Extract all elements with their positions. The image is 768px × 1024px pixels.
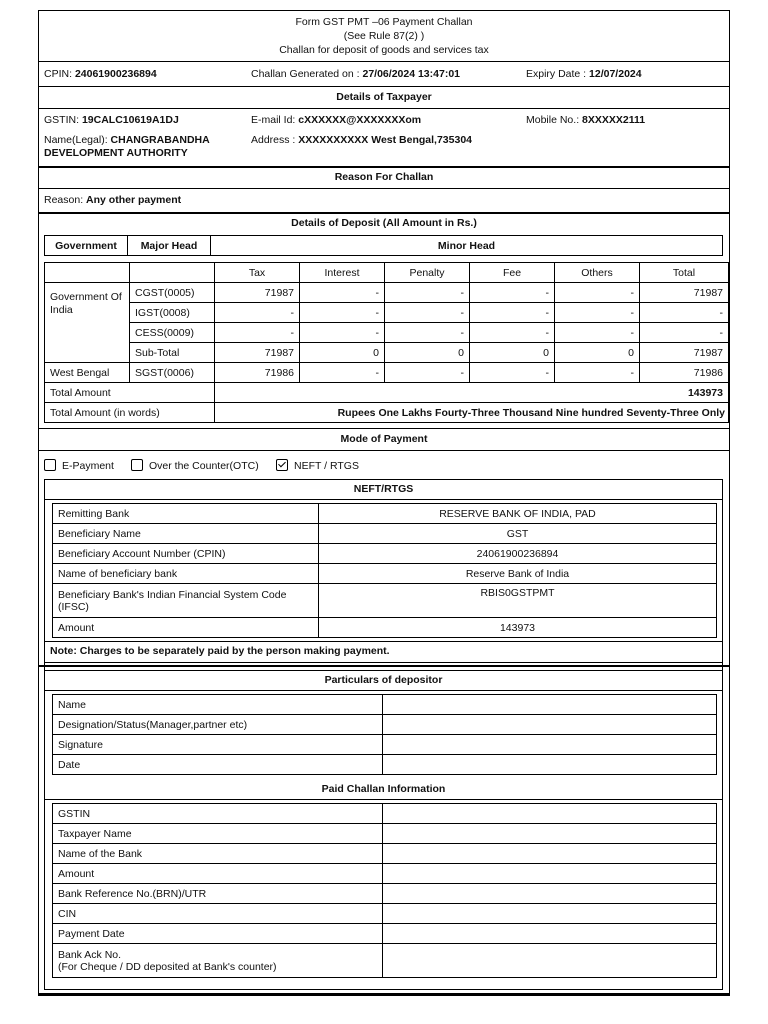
option-e-payment[interactable]: E-Payment: [44, 459, 114, 472]
total-words: Rupees One Lakhs Fourty-Three Thousand Nine hundred Seventy-Three Only: [215, 403, 729, 423]
depositor-name-field[interactable]: [383, 695, 717, 715]
col-penalty: Penalty: [385, 263, 470, 283]
table-row: Bank Reference No.(BRN)/UTR: [53, 884, 717, 904]
table-row: Date: [53, 755, 717, 775]
table-row: GSTIN: [53, 804, 717, 824]
checkbox-e-payment[interactable]: [44, 459, 56, 471]
taxpayer-email: E-mail Id: cXXXXXX@XXXXXXXom: [251, 114, 422, 126]
taxpayer-details: [39, 108, 729, 166]
table-row: Amount 143973: [53, 618, 717, 638]
depositor-designation-field[interactable]: [383, 715, 717, 735]
depositor-box: [44, 670, 723, 990]
table-row: CIN: [53, 904, 717, 924]
deposit-table: [44, 262, 729, 423]
col-interest: Interest: [300, 263, 385, 283]
total-words-label: Total Amount (in words): [45, 403, 215, 423]
col-government: Government: [45, 236, 128, 256]
checkbox-otc[interactable]: [131, 459, 143, 471]
table-row: Taxpayer Name: [53, 824, 717, 844]
table-row: Beneficiary Bank's Indian Financial System Code (IFSC) RBIS0GSTPMT: [53, 584, 717, 618]
challan-info-row: [39, 61, 729, 86]
reason-row: [39, 188, 729, 212]
col-total: Total: [640, 263, 729, 283]
mode-heading: Mode of Payment: [39, 428, 729, 450]
table-row: Amount: [53, 864, 717, 884]
major-head: IGST(0008): [130, 303, 215, 323]
form-header: [39, 15, 729, 57]
taxpayer-address: Address : XXXXXXXXXX West Bengal,735304: [251, 134, 473, 146]
reason-text: Reason: Any other payment: [44, 194, 182, 206]
total-amount: 143973: [215, 383, 729, 403]
depositor-date-field[interactable]: [383, 755, 717, 775]
col-others: Others: [555, 263, 640, 283]
total-words-row: [45, 403, 729, 423]
table-row: Designation/Status(Manager,partner etc): [53, 715, 717, 735]
reason-heading: Reason For Challan: [39, 166, 729, 188]
form-subtitle: Challan for deposit of goods and services tax: [279, 44, 489, 56]
major-head: Sub-Total: [130, 343, 215, 363]
total-amount-row: [45, 383, 729, 403]
table-row: Beneficiary Account Number (CPIN) 24061900236894: [53, 544, 717, 564]
government-of-india: Government Of India: [45, 283, 130, 363]
challan-generated: Challan Generated on : 27/06/2024 13:47:01: [251, 68, 460, 80]
option-neft-rtgs[interactable]: NEFT / RTGS: [276, 459, 359, 472]
table-row: Remitting Bank RESERVE BANK OF INDIA, PAD: [53, 504, 717, 524]
taxpayer-gstin: GSTIN: 19CALC10619A1DJ: [44, 114, 179, 126]
table-row: Name of beneficiary bank Reserve Bank of India: [53, 564, 717, 584]
table-row: CESS(0009) - - - - - -: [45, 323, 729, 343]
payment-challan-form: [38, 10, 730, 996]
form-rule: (See Rule 87(2) ): [343, 30, 425, 42]
form-title: Form GST PMT –06 Payment Challan: [295, 16, 473, 28]
col-fee: Fee: [470, 263, 555, 283]
deposit-heading: Details of Deposit (All Amount in Rs.): [39, 212, 729, 234]
depositor-heading: Particulars of depositor: [45, 671, 722, 691]
col-tax: Tax: [215, 263, 300, 283]
deposit-head-table: [44, 235, 723, 256]
col-minor-head: Minor Head: [211, 236, 723, 256]
neft-heading: NEFT/RTGS: [45, 480, 722, 500]
expiry-date: Expiry Date : 12/07/2024: [526, 68, 642, 80]
west-bengal: West Bengal: [45, 363, 130, 383]
table-row: Beneficiary Name GST: [53, 524, 717, 544]
table-row: IGST(0008) - - - - - -: [45, 303, 729, 323]
checkbox-neft-rtgs[interactable]: [276, 459, 288, 471]
table-row: Name: [53, 695, 717, 715]
depositor-table: [52, 694, 717, 775]
table-row: Sub-Total 71987 0 0 0 0 71987: [45, 343, 729, 363]
major-head: CESS(0009): [130, 323, 215, 343]
mode-options: [39, 450, 729, 478]
table-row: West Bengal SGST(0006) 71986 - - - - 71986: [45, 363, 729, 383]
taxpayer-heading: Details of Taxpayer: [39, 86, 729, 108]
major-head: CGST(0005): [130, 283, 215, 303]
depositor-signature-field[interactable]: [383, 735, 717, 755]
table-row: [53, 944, 717, 978]
table-row: Government Of India CGST(0005) 71987 - - - - 71987: [45, 283, 729, 303]
table-row: Name of the Bank: [53, 844, 717, 864]
taxpayer-mobile: Mobile No.: 8XXXXX2111: [526, 114, 646, 126]
paid-challan-heading: Paid Challan Information: [45, 779, 722, 800]
total-amount-label: Total Amount: [45, 383, 215, 403]
neft-table: [52, 503, 717, 638]
option-otc[interactable]: Over the Counter(OTC): [131, 459, 259, 472]
major-head: SGST(0006): [130, 363, 215, 383]
neft-note: Note: Charges to be separately paid by the person making payment.: [44, 641, 723, 663]
taxpayer-name: Name(Legal): CHANGRABANDHA DEVELOPMENT AUTHORITY: [44, 134, 210, 159]
table-row: Payment Date: [53, 924, 717, 944]
col-major-head: Major Head: [128, 236, 211, 256]
paid-challan-table: [52, 803, 717, 978]
table-row: Signature: [53, 735, 717, 755]
bank-ack-label: Bank Ack No. (For Cheque / DD deposited at Bank's counter): [53, 944, 383, 978]
cpin: CPIN: 24061900236894: [44, 68, 157, 80]
